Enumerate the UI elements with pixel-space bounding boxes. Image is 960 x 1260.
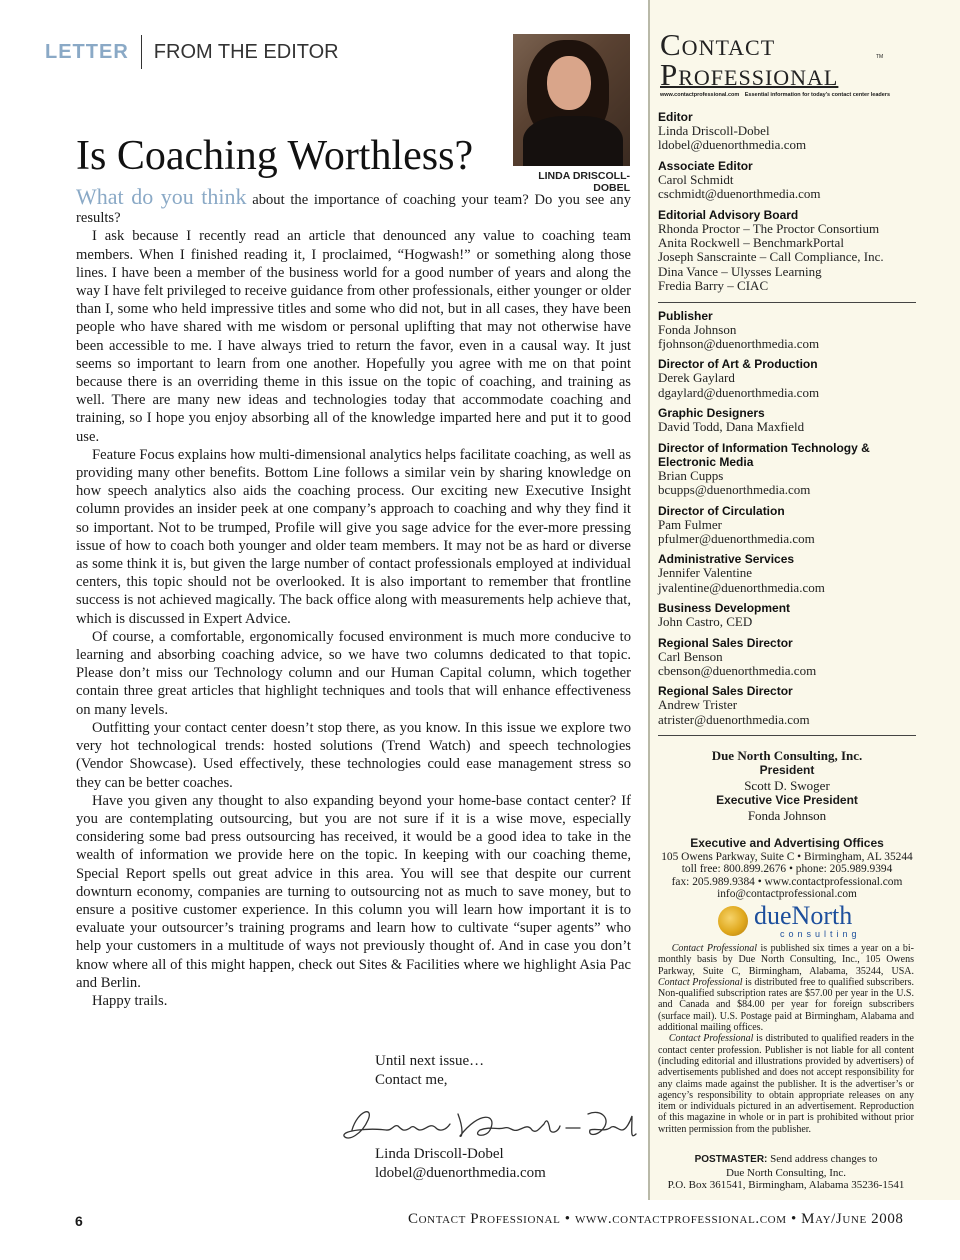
postmaster-text: Send address changes to [767, 1153, 878, 1165]
company-role: President [759, 763, 815, 777]
page-number: 6 [75, 1213, 83, 1229]
offices-title: Executive and Advertising Offices [690, 836, 884, 850]
staff-role: Director of Information Technology & Electronic Media [658, 440, 870, 469]
staff-email[interactable]: bcupps@duenorthmedia.com [658, 482, 811, 498]
postmaster-line-1 [658, 1153, 914, 1167]
staff-email[interactable]: fjohnson@duenorthmedia.com [658, 336, 820, 352]
staff-email[interactable]: pfulmer@duenorthmedia.com [658, 530, 815, 546]
staff-name: Brian Cupps [658, 467, 724, 483]
article-title: Is Coaching Worthless? [76, 133, 474, 179]
staff-name: Andrew Trister [658, 697, 738, 713]
advisory-member: Rhonda Proctor – The Proctor Consortium [658, 220, 880, 236]
lead-in: What do you think [76, 184, 247, 209]
staff-name: Derek Gaylard [658, 370, 735, 386]
publication-notice [658, 943, 914, 1135]
signer-name: Linda Driscoll-Dobel [375, 1146, 504, 1162]
staff-email[interactable]: atrister@duenorthmedia.com [658, 711, 810, 727]
company-block [658, 748, 916, 823]
duenorth-logo [718, 902, 868, 942]
postmaster-block [658, 1153, 914, 1192]
duenorth-subword: consulting [780, 929, 861, 939]
staff-email[interactable]: cbenson@duenorthmedia.com [658, 662, 817, 678]
photo-body [523, 116, 623, 166]
notice-text: is published six times a year on a bi-monthly basis by Due North Consulting, Inc., 105 Owens Parkway, Suite C, Birmingham, Alabama, 35244, USA. [658, 943, 915, 977]
editor-photo [513, 34, 630, 166]
advisory-member: Fredia Barry – CIAC [658, 278, 769, 294]
staff-role: Publisher [658, 308, 713, 323]
staff-name: Fonda Johnson [658, 321, 737, 337]
signer [375, 1145, 546, 1183]
body-paragraph: Happy trails. [92, 992, 168, 1009]
lead-paragraph [76, 184, 631, 227]
closing-line-2: Contact me, [375, 1072, 448, 1088]
closing-line-1: Until next issue… [375, 1053, 485, 1069]
staff-email[interactable]: ldobel@duenorthmedia.com [658, 137, 807, 153]
staff-role: Regional Sales Director [658, 684, 793, 699]
staff-name: David Todd, Dana Maxfield [658, 419, 805, 435]
header-divider [141, 35, 142, 69]
notice-text: is distributed free to qualified subscribers. Non-qualified subscription rates are $57.00 per year in the U.S. and Canada and $84.00 per year for foreign subscribers (surface mail). U.S. Postage paid at Birmingham, Alabama and additional mailing offices. [658, 976, 914, 1034]
logo-tagline: Essential information for today's contact center leaders [744, 92, 890, 98]
photo-face [547, 56, 591, 110]
magazine-logo [660, 27, 890, 98]
signer-email[interactable]: ldobel@duenorthmedia.com [375, 1165, 546, 1181]
staff-name: Linda Driscoll-Dobel [658, 123, 770, 138]
staff-role: Graphic Designers [658, 406, 765, 421]
offices-address: 105 Owens Parkway, Suite C • Birmingham, AL 35244 [661, 851, 913, 863]
photo-caption: LINDA DRISCOLL-DOBEL [538, 170, 630, 194]
logo-word-2: Professional [660, 57, 839, 92]
staff-name: Pam Fulmer [658, 516, 722, 532]
advisory-member: Joseph Sanscrainte – Call Compliance, Inc. [658, 249, 884, 265]
notice-magazine-name: Contact Professional [668, 1033, 754, 1045]
staff-role: Associate Editor [658, 158, 753, 173]
staff-group-business [658, 309, 916, 728]
notice-magazine-name: Contact Professional [671, 943, 758, 954]
notice-paragraph [658, 1033, 914, 1135]
offices-phone: toll free: 800.899.2676 • phone: 205.989.9394 [681, 863, 893, 876]
advisory-member: Anita Rockwell – BenchmarkPortal [658, 235, 844, 251]
company-role: Executive Vice President [716, 793, 858, 807]
body-paragraph: Feature Focus explains how multi-dimensional analytics helps facilitate coaching, as well as providing many other benefits. Bottom Line follows a similar vein by sharing knowledge on how speech analytics also aids the coaching process. Our exciting new Executive Insight column provides an insider peek at one company’s approach to coaching and why they find it so important. Not to be trumped, Profile will give you sage advice for the ever-more pressing issue of how to coach both younger and older team members. It may not be as hard or diverse as some think it is, but given the large number of contact professionals employed at individual centers, this topic should not be overlooked. It is also important to remember that frontline success is not achieved magically. The back office along with measurements help achieve that, which is discussed in Expert Advice. [76, 446, 632, 627]
postmaster-line-3: P.O. Box 361541, Birmingham, Alabama 35236-1541 [667, 1179, 905, 1192]
staff-role: Business Development [658, 601, 791, 616]
offices-block [658, 836, 916, 901]
staff-role: Editor [658, 110, 693, 124]
subsection-label: FROM THE EDITOR [153, 40, 339, 63]
staff-name: Carl Benson [658, 648, 723, 664]
staff-role: Administrative Services [658, 552, 795, 567]
staff-name: Carol Schmidt [658, 171, 734, 187]
company-person: Scott D. Swoger [744, 778, 830, 793]
staff-name: Jennifer Valentine [658, 565, 752, 581]
notice-magazine-name: Contact Professional [658, 976, 743, 988]
closing [375, 1052, 484, 1090]
staff-email[interactable]: dgaylard@duenorthmedia.com [658, 384, 820, 400]
staff-email[interactable]: cschmidt@duenorthmedia.com [658, 186, 821, 202]
lead-text: about the importance of coaching your team? Do you see any results? [76, 192, 631, 227]
section-header [45, 34, 339, 70]
staff-role: Regional Sales Director [658, 635, 793, 650]
globe-icon [718, 906, 748, 936]
logo-word-1: Contact [660, 27, 776, 62]
notice-paragraph [658, 943, 914, 1033]
logo-subline [660, 92, 890, 98]
staff-group-editorial [658, 110, 916, 294]
staff-name: John Castro, CED [658, 614, 753, 630]
logo-url: www.contactprofessional.com [660, 92, 740, 98]
staff-role: Editorial Advisory Board [658, 207, 799, 222]
section-label: LETTER [45, 40, 129, 63]
divider [658, 735, 916, 736]
body-paragraph: I ask because I recently read an article that denounced any value to coaching team members. When I finished reading it, I proclaimed, “Hogwash!” or something along those lines. I have been a member of the business world for a good number of years and along the way I have felt privileged to receive guidance from other professionals, either younger or older than I, some who held impressive titles and some who did not, but in all cases, they have been people who have shared with me wisdom or personal uplifting that may not otherwise have been accessible to me. I have always tried to return the favor, even in a causal way. It just seems so important to learn from one another. Hopefully you agree with me on that point because there is an overriding theme in this issue on the topic of coaching, and training as well. There are many new ideas and technologies today that accommodate coaching and training, so I hope you enjoy absorbing all of the knowledge imparted here and put it to good use. [76, 228, 631, 445]
company-person: Fonda Johnson [747, 808, 827, 823]
staff-list [658, 110, 916, 742]
body-paragraph: Have you given any thought to also expanding beyond your home-base contact center? If you are contemplating outsourcing, but you are not sure if it is a wise move, especially considering some bad press outsourcing has received, it would be a good idea to take in the wealth of information we provide here on the topic. In keeping with our coaching theme, Special Report spells out great advice in this area. You will see that despite our current downturn economy, companies are turning to outsourcing not as much to save money, but to ensure a positive customer experience. In this column you will learn how important it is to evaluate your outsourcer’s training programs and learn how to cultivate “super agents” who help your customers in a multitude of ways not previously thought of. And in case you don’t know where all of this might happen, check out Sites & Facilities where we highlight Asia Pac and Berlin. [76, 792, 631, 991]
staff-role: Director of Circulation [658, 503, 785, 518]
article-body [76, 184, 632, 1010]
divider [658, 302, 916, 303]
logo-trademark: TM [876, 54, 884, 60]
staff-email[interactable]: jvalentine@duenorthmedia.com [658, 579, 825, 595]
duenorth-wordmark: dueNorth [754, 901, 853, 930]
notice-text: is distributed to qualified readers in the contact center profession. Publisher is not liable for all content (including editorial and illustrations provided by advertisers) of advertisements published and does not accept responsibility for any claims made against the publisher. It is the advertiser’s or agency’s responsibility to obtain appropriate releases on any item or individuals pictured in an advertisement. Reproduction of this magazine in whole or in part is prohibited without prior written permission from the publisher. [658, 1033, 914, 1135]
footer-running-title: Contact Professional • www.contactprofessional.com • May/June 2008 [408, 1211, 904, 1227]
staff-role: Director of Art & Production [658, 357, 818, 372]
offices-fax-web: fax: 205.989.9384 • www.contactprofessional.com [671, 875, 903, 888]
advisory-member: Dina Vance – Ulysses Learning [658, 263, 822, 279]
body-paragraph: Of course, a comfortable, ergonomically focused environment is much more conducive to learning and absorbing coaching advice, so we have two columns dedicated to that topic. Please don’t miss our Technology column and our Human Capital column, which together contain three great articles that highlight techniques and tools that will enhance effectiveness on many levels. [76, 628, 631, 718]
body-paragraph: Outfitting your contact center doesn’t stop there, as you know. In this issue we explore two very hot technological trends: hosted solutions (Trend Watch) and speech technologies (Vendor Showcase). Used effectively, these technologies could ease management stress so they can be better coaches. [76, 719, 631, 791]
postmaster-line-2: Due North Consulting, Inc. [725, 1166, 847, 1179]
offices-email[interactable]: info@contactprofessional.com [717, 888, 857, 901]
company-name: Due North Consulting, Inc. [711, 748, 863, 763]
handwritten-signature [340, 1100, 640, 1148]
postmaster-label: POSTMASTER: [694, 1154, 768, 1165]
